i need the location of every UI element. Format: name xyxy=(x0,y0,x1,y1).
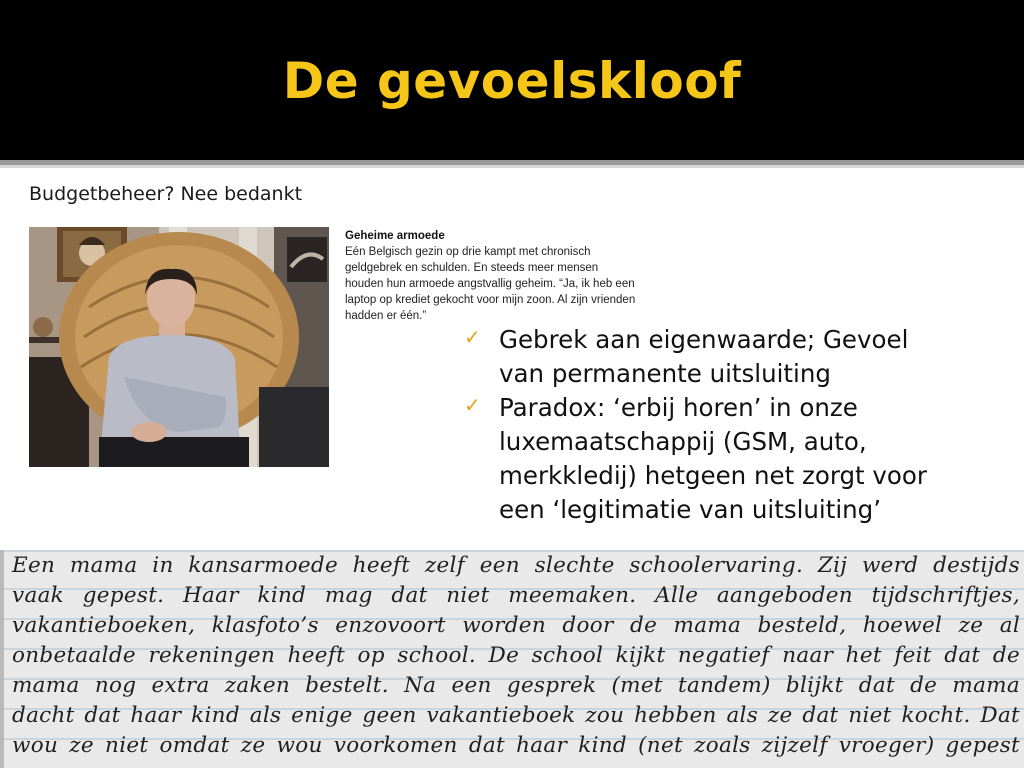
handwritten-note xyxy=(0,550,1024,768)
article-line: Eén Belgisch gezin op drie kampt met chronisch xyxy=(345,246,591,258)
title-divider-light xyxy=(0,165,1024,168)
note-line: dacht dat haar kind als enige geen vakantieboek zou hebben als ze dat niet kocht. Dat xyxy=(12,703,1020,728)
note-line: wou ze niet omdat ze wou voorkomen dat haar kind (net zoals zijzelf vroeger) gepest xyxy=(12,733,1020,758)
bullet-line: van permanente uitsluiting xyxy=(499,359,831,388)
article-line: hadden er één.” xyxy=(345,310,427,322)
note-line: Een mama in kansarmoede heeft zelf een slechte schoolervaring. Zij werd destijds xyxy=(12,553,1020,578)
note-line: onbetaalde rekeningen heeft op school. De school kijkt negatief naar het feit dat de xyxy=(12,643,1020,668)
checkmark-icon: ✓ xyxy=(464,393,481,417)
article-line: geldgebrek en schulden. En steeds meer mensen xyxy=(345,262,599,274)
bullet-item xyxy=(464,323,1014,391)
note-line: vakantieboeken, klasfoto’s enzovoort worden door de mama besteld, hoewel ze al xyxy=(12,613,1020,638)
bullet-line: merkkledij) hetgeen net zorgt voor xyxy=(499,461,927,490)
article-line: laptop op krediet gekocht voor mijn zoon. Al zijn vrienden xyxy=(345,294,636,306)
portrait-photo xyxy=(29,227,329,467)
article-snippet xyxy=(345,228,685,324)
slide-title: De gevoelskloof xyxy=(282,52,742,110)
bullet-list xyxy=(464,323,1014,527)
note-line: vaak gepest. Haar kind mag dat niet meemaken. Alle aangeboden tijdschriftjes, xyxy=(12,583,1020,608)
bullet-line: luxemaatschappij (GSM, auto, xyxy=(499,427,867,456)
portrait-illustration xyxy=(29,227,329,467)
clipping-heading: Budgetbeheer? Nee bedankt xyxy=(29,183,303,205)
bullet-line: Paradox: ‘erbij horen’ in onze xyxy=(499,393,858,422)
article-line: houden hun armoede angstvallig geheim. “Ja, ik heb een xyxy=(345,278,635,290)
bullet-line: een ‘legitimatie van uitsluiting’ xyxy=(499,495,882,524)
title-bar xyxy=(0,0,1024,160)
checkmark-icon: ✓ xyxy=(464,325,481,349)
bullet-item xyxy=(464,391,1014,527)
bullet-line: Gebrek aan eigenwaarde; Gevoel xyxy=(499,325,909,354)
article-title: Geheime armoede xyxy=(345,230,445,242)
note-line: mama nog extra zaken bestelt. Na een gesprek (met tandem) blijkt dat de mama xyxy=(12,673,1020,698)
